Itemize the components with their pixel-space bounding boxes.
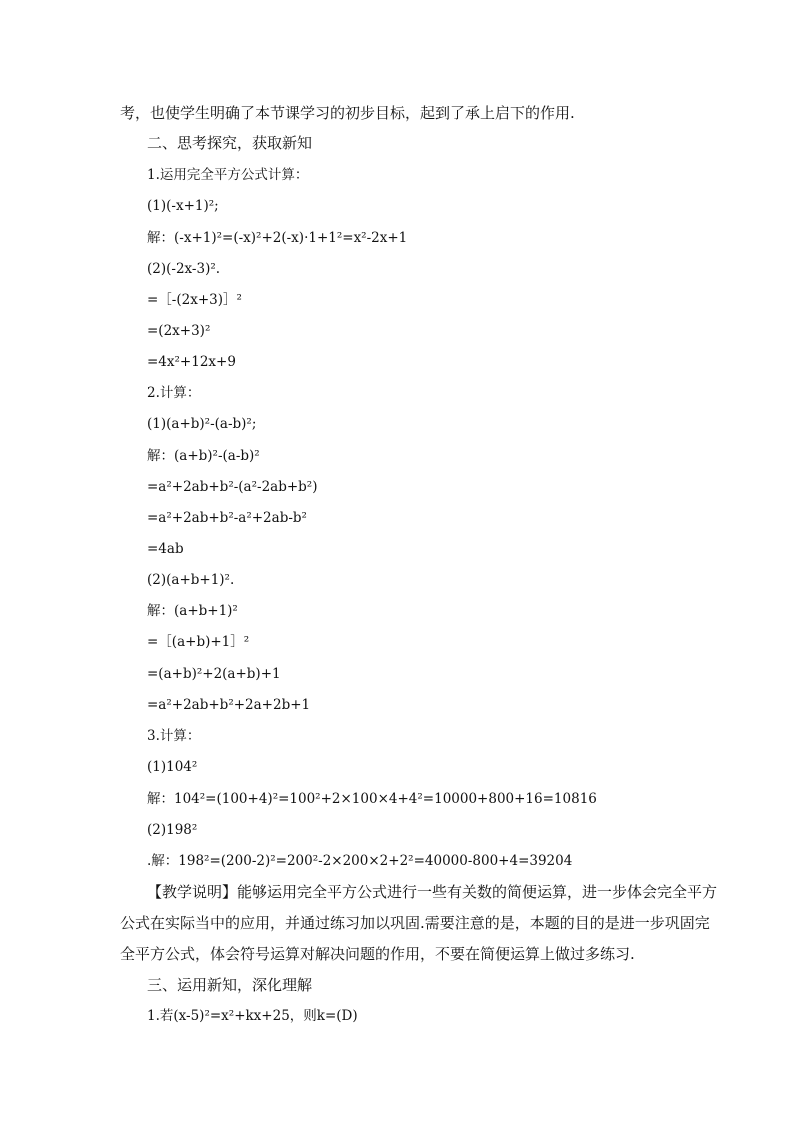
q3-part1: (1)104² (147, 759, 198, 775)
teaching-note-line3: 全平方公式，体会符号运算对解决问题的作用，不要在简便运算上做过多练习. (120, 945, 635, 963)
q2-part1-step1: =a²+2ab+b²-(a²-2ab+b²) (147, 479, 318, 495)
q2-part2: (2)(a+b+1)². (147, 572, 235, 588)
q2-title: 2.计算： (147, 385, 201, 401)
q1-part2-step3: =4x²+12x+9 (147, 354, 236, 370)
q2-part1: (1)(a+b)²-(a-b)²; (147, 416, 257, 432)
q1-title: 1.运用完全平方公式计算： (147, 167, 309, 183)
q1-part2: (2)(-2x-3)². (147, 261, 221, 277)
q4-exercise: 1.若(x-5)²=x²+kx+25，则k=(D) (147, 1008, 358, 1024)
q3-part2: (2)198² (147, 822, 198, 838)
q2-part1-step2: =a²+2ab+b²-a²+2ab-b² (147, 510, 307, 526)
intro-tail: 考，也使学生明确了本节课学习的初步目标，起到了承上启下的作用. (120, 104, 575, 122)
q2-part1-step0: 解：(a+b)²-(a-b)² (147, 448, 260, 464)
section2-heading: 二、思考探究，获取新知 (147, 134, 313, 152)
q1-part1: (1)(-x+1)²; (147, 198, 219, 214)
section3-heading: 三、运用新知，深化理解 (147, 976, 313, 994)
teaching-note-line1: 【教学说明】能够运用完全平方公式进行一些有关数的简便运算，进一步体会完全平方 (147, 883, 718, 901)
teaching-note-line2: 公式在实际当中的应用，并通过练习加以巩固.需要注意的是，本题的目的是进一步巩固完 (120, 914, 710, 932)
q2-part2-step3: =a²+2ab+b²+2a+2b+1 (147, 697, 311, 713)
q2-part2-step1: =［(a+b)+1］² (147, 634, 250, 650)
q2-part2-step0: 解：(a+b+1)² (147, 603, 238, 619)
q1-part1-solution: 解：(-x+1)²=(-x)²+2(-x)·1+1²=x²-2x+1 (147, 230, 408, 246)
q3-part2-solution: .解：198²=(200-2)²=200²-2×200×2+2²=40000-800+4=39204 (147, 853, 573, 869)
q2-part1-step3: =4ab (147, 541, 184, 557)
q2-part2-step2: =(a+b)²+2(a+b)+1 (147, 666, 281, 682)
q1-part2-step2: =(2x+3)² (147, 323, 211, 339)
q3-title: 3.计算： (147, 728, 201, 744)
q3-part1-solution: 解：104²=(100+4)²=100²+2×100×4+4²=10000+800+16=10816 (147, 791, 597, 807)
q1-part2-step1: =［-(2x+3)］² (147, 292, 242, 308)
